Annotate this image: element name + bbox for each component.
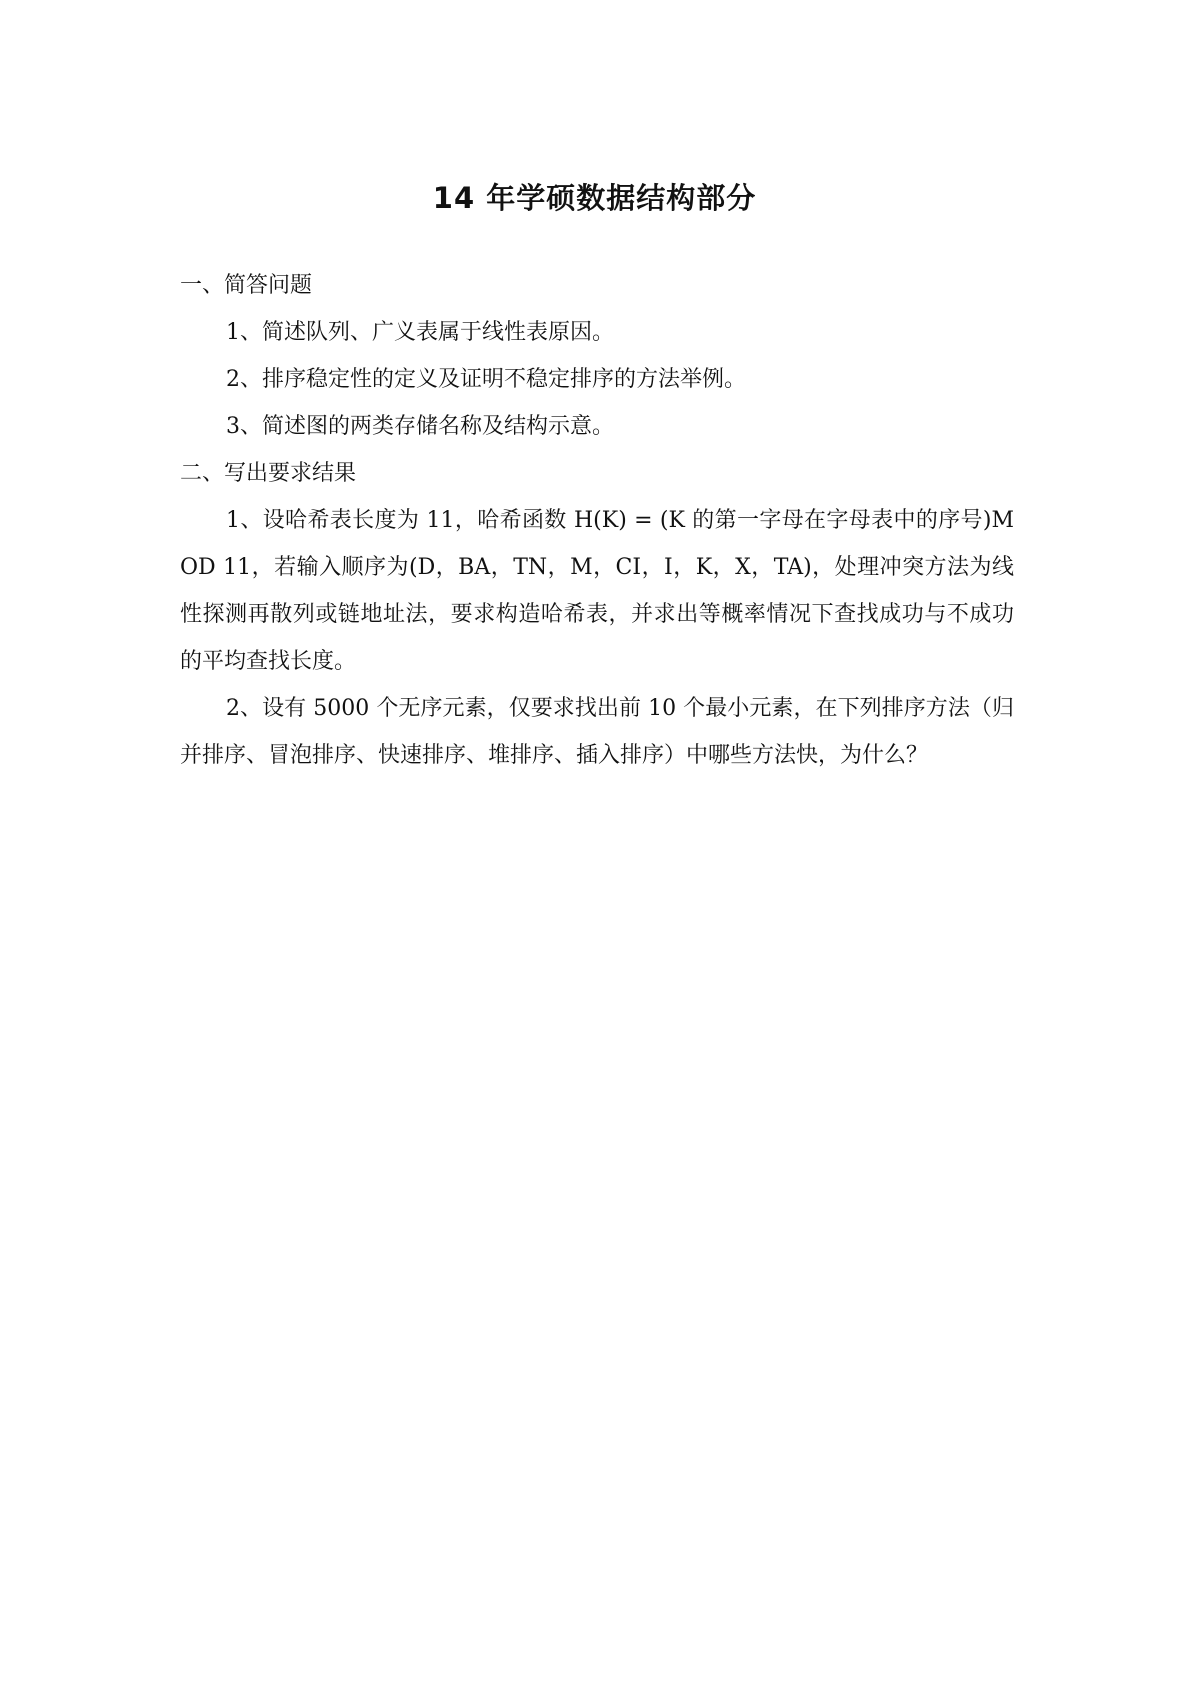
question-2-1: 1、设哈希表长度为 11，哈希函数 H(K) = (K 的第一字母在字母表中的序号)MOD 11，若输入顺序为(D，BA，TN，M，CI，I，K，X，TA)，处理冲突方法为线性探测再散列或链地址法，要求构造哈希表，并求出等概率情况下查找成功与不成功的平均查找长度。 bbox=[180, 508, 1014, 674]
document-body bbox=[180, 262, 1014, 779]
page-title: 14 年学硕数据结构部分 bbox=[432, 181, 757, 215]
question-2-2: 2、设有 5000 个无序元素，仅要求找出前 10 个最小元素，在下列排序方法（归并排序、冒泡排序、快速排序、堆排序、插入排序）中哪些方法快，为什么？ bbox=[180, 696, 1014, 768]
question-1-2: 2、排序稳定性的定义及证明不稳定排序的方法举例。 bbox=[226, 367, 746, 392]
question-1-3: 3、简述图的两类存储名称及结构示意。 bbox=[226, 414, 614, 439]
section-heading-results: 二、写出要求结果 bbox=[180, 461, 357, 486]
question-1-1: 1、简述队列、广义表属于线性表原因。 bbox=[226, 320, 614, 345]
section-heading-short-answer: 一、简答问题 bbox=[180, 273, 313, 298]
